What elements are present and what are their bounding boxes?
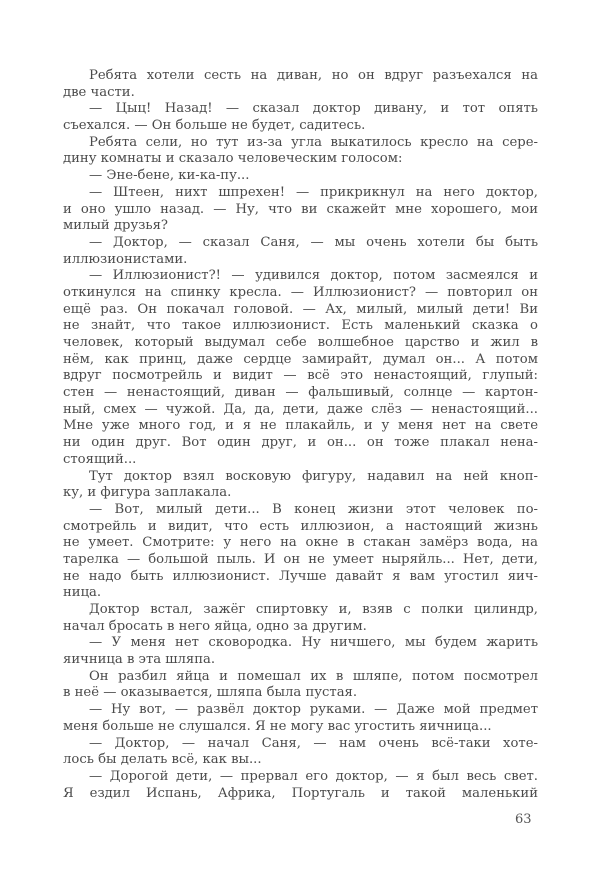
- text-line: стен — ненастоящий, диван — фальшивый, солнце — картон-: [63, 385, 538, 401]
- text-line: Доктор встал, зажёг спиртовку и, взяв с полки цилиндр,: [89, 602, 538, 617]
- text-line: Ребята сели, но тут из-за угла выкатилось кресло на сере-: [89, 134, 538, 150]
- text-line: — Эне-бене, ки-ка-пу...: [89, 168, 250, 184]
- text-line: Я ездил Испань, Африка, Португаль и такой маленький: [63, 785, 538, 801]
- text-line: — Доктор, — начал Саня, — нам очень всё-таки хоте-: [89, 735, 538, 751]
- text-line: человек, который выдумал себе волшебное царство и жил в: [63, 335, 538, 350]
- text-line: — Иллюзионист?! — удивился доктор, потом засмеялся и: [89, 268, 538, 284]
- text-line: Мне уже много год, и я не плакайль, и у меня нет на свете: [63, 418, 538, 434]
- text-line: начал бросать в него яйца, одно за другим.: [63, 618, 367, 634]
- text-line: иллюзионистами.: [63, 251, 188, 267]
- book-page-text: [63, 68, 538, 802]
- text-line: и оно ушло назад. — Ну, что ви скажейт мне хорошего, мои: [63, 201, 538, 217]
- text-line: ку, и фигура заплакала.: [63, 485, 232, 501]
- text-line: Ребята хотели сесть на диван, но он вдруг разъехался на: [89, 68, 538, 83]
- text-line: съехался. — Он больше не будет, садитесь.: [63, 118, 366, 134]
- text-line: в неё — оказывается, шляпа была пустая.: [63, 685, 358, 701]
- text-line: стоящий...: [63, 451, 137, 467]
- text-line: — Цыц! Назад! — сказал доктор дивану, и тот опять: [89, 101, 538, 117]
- text-line: не надо быть иллюзионист. Лучше давайт я вам угостил яич-: [63, 568, 538, 584]
- page-number: 63: [515, 812, 532, 827]
- text-line: лось бы делать всё, как вы...: [63, 752, 262, 768]
- text-line: — Доктор, — сказал Саня, — мы очень хотели бы быть: [89, 234, 538, 250]
- text-line: ни один друг. Вот один друг, и он... он тоже плакал нена-: [63, 435, 538, 451]
- text-line: ница.: [63, 585, 102, 601]
- text-line: ный, смех — чужой. Да, да, дети, даже слёз — ненастоящий...: [63, 401, 538, 417]
- text-line: — Дорогой дети, — прервал его доктор, — я был весь свет.: [89, 768, 538, 784]
- text-line: нём, как принц, даже сердце замирайт, думал он... А потом: [63, 351, 538, 367]
- text-line: не знайт, что такое иллюзионист. Есть маленький сказка о: [63, 318, 538, 334]
- text-line: Он разбил яйца и помешал их в шляпе, потом посмотрел: [89, 668, 538, 684]
- text-line: — Вот, милый дети... В конец жизни этот человек по-: [89, 501, 538, 517]
- text-line: яичница в эта шляпа.: [63, 652, 216, 668]
- text-line: дину комнаты и сказало человеческим голосом:: [63, 151, 403, 167]
- text-line: Тут доктор взял восковую фигуру, надавил на ней кноп-: [89, 468, 538, 484]
- text-line: — У меня нет сковородка. Ну ничшего, мы будем жарить: [89, 635, 538, 651]
- text-line: две части.: [63, 84, 135, 100]
- text-line: ещё раз. Он покачал головой. — Ах, милый, милый дети! Ви: [63, 301, 538, 317]
- text-line: откинулся на спинку кресла. — Иллюзионист? — повторил он: [63, 284, 538, 300]
- text-line: тарелка — большой пыль. И он не умеет ныряйль... Нет, дети,: [63, 551, 538, 567]
- text-line: милый друзья?: [63, 218, 168, 234]
- text-line: смотрейль и видит, что есть иллюзион, а настоящий жизнь: [63, 518, 538, 534]
- text-line: — Штеен, нихт шпрехен! — прикрикнул на него доктор,: [89, 184, 538, 200]
- text-line: — Ну вот, — развёл доктор руками. — Даже мой предмет: [89, 702, 538, 718]
- text-line: не умеет. Смотрите: у него на окне в стакан замёрз вода, на: [63, 535, 538, 551]
- text-line: вдруг посмотрейль и видит — всё это ненастоящий, глупый:: [63, 368, 538, 384]
- text-line: меня больше не слушался. Я не могу вас угостить яичница...: [63, 718, 492, 734]
